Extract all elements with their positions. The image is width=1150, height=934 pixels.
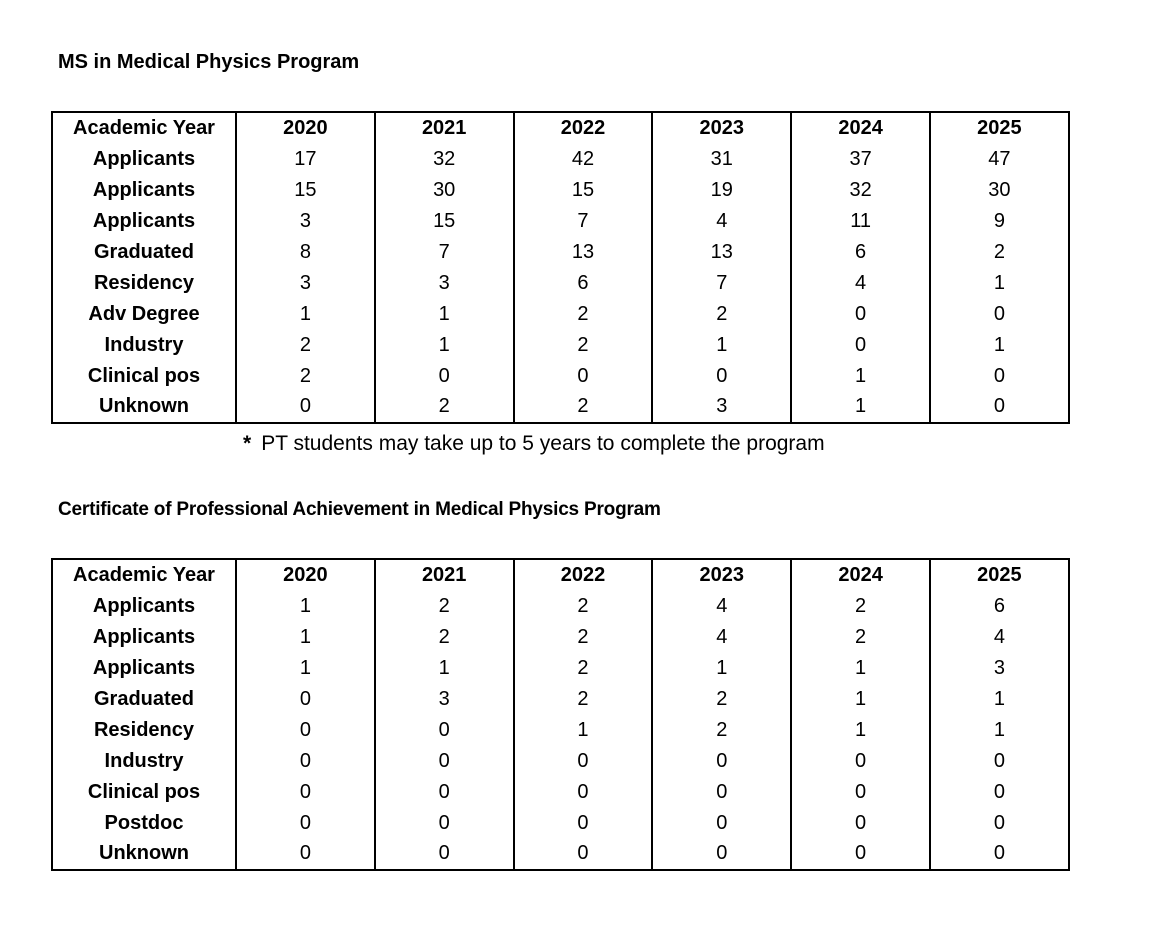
column-header-year: 2024	[791, 112, 930, 144]
table-cell: 1	[791, 653, 930, 684]
table-cell: 0	[791, 776, 930, 807]
table-cell: 6	[930, 591, 1069, 622]
table-row	[52, 267, 1069, 298]
table-cell: 2	[791, 622, 930, 653]
table-cell: 2	[514, 622, 653, 653]
table-row	[52, 206, 1069, 237]
table-cell: 4	[930, 622, 1069, 653]
table-cell: 1	[236, 591, 375, 622]
table-cell: 0	[236, 807, 375, 838]
row-label: Applicants	[52, 591, 236, 622]
table-cell: 0	[930, 298, 1069, 329]
table-cell: 0	[236, 684, 375, 715]
table-cell: 15	[375, 206, 514, 237]
table-cell: 0	[236, 391, 375, 423]
table-cell: 1	[930, 267, 1069, 298]
table-cell: 1	[791, 391, 930, 423]
table-row	[52, 807, 1069, 838]
table-cell: 31	[652, 144, 791, 175]
table-row	[52, 144, 1069, 175]
ms-program-footnote	[243, 432, 825, 456]
table-cell: 0	[791, 838, 930, 870]
table-cell: 6	[791, 237, 930, 268]
column-header-year: 2023	[652, 559, 791, 591]
row-label: Residency	[52, 267, 236, 298]
column-header-year: 2022	[514, 559, 653, 591]
table-cell: 0	[791, 807, 930, 838]
table-cell: 0	[375, 745, 514, 776]
table-cell: 2	[930, 237, 1069, 268]
table-cell: 1	[791, 360, 930, 391]
table-cell: 2	[236, 329, 375, 360]
table-cell: 1	[375, 329, 514, 360]
table-cell: 4	[791, 267, 930, 298]
table-cell: 3	[930, 653, 1069, 684]
column-header-academic-year: Academic Year	[52, 112, 236, 144]
table-cell: 3	[236, 206, 375, 237]
table-cell: 3	[652, 391, 791, 423]
certificate-program-title: Certificate of Professional Achievement in Medical Physics Program	[58, 499, 661, 520]
table-cell: 2	[514, 591, 653, 622]
row-label: Graduated	[52, 237, 236, 268]
table-cell: 1	[791, 714, 930, 745]
table-row	[52, 360, 1069, 391]
row-label: Applicants	[52, 622, 236, 653]
table-cell: 0	[652, 360, 791, 391]
table-cell: 7	[375, 237, 514, 268]
table-row	[52, 391, 1069, 423]
table-cell: 8	[236, 237, 375, 268]
table-cell: 0	[930, 391, 1069, 423]
table-header-row	[52, 559, 1069, 591]
row-label: Applicants	[52, 144, 236, 175]
table-cell: 3	[236, 267, 375, 298]
row-label: Industry	[52, 745, 236, 776]
table-cell: 9	[930, 206, 1069, 237]
table-cell: 0	[375, 360, 514, 391]
table-cell: 0	[930, 776, 1069, 807]
table-cell: 1	[652, 329, 791, 360]
row-label: Adv Degree	[52, 298, 236, 329]
row-label: Unknown	[52, 838, 236, 870]
table-cell: 0	[375, 838, 514, 870]
footnote-marker: *	[243, 432, 252, 455]
table-cell: 4	[652, 591, 791, 622]
table-cell: 2	[652, 298, 791, 329]
table-row	[52, 684, 1069, 715]
row-label: Unknown	[52, 391, 236, 423]
table-cell: 1	[236, 653, 375, 684]
table-cell: 2	[652, 714, 791, 745]
row-label: Clinical pos	[52, 776, 236, 807]
column-header-year: 2023	[652, 112, 791, 144]
table-cell: 2	[791, 591, 930, 622]
table-cell: 11	[791, 206, 930, 237]
table-cell: 15	[514, 175, 653, 206]
table-row	[52, 714, 1069, 745]
table-row	[52, 622, 1069, 653]
row-label: Graduated	[52, 684, 236, 715]
table-cell: 0	[375, 714, 514, 745]
table-cell: 0	[375, 776, 514, 807]
table-cell: 1	[930, 329, 1069, 360]
table-cell: 47	[930, 144, 1069, 175]
column-header-year: 2025	[930, 559, 1069, 591]
table-cell: 0	[236, 714, 375, 745]
row-label: Applicants	[52, 175, 236, 206]
row-label: Applicants	[52, 653, 236, 684]
table-cell: 1	[791, 684, 930, 715]
table-cell: 13	[652, 237, 791, 268]
table-header-row	[52, 112, 1069, 144]
certificate-program-table	[51, 558, 1070, 871]
table-cell: 2	[236, 360, 375, 391]
table-cell: 0	[652, 745, 791, 776]
column-header-year: 2021	[375, 559, 514, 591]
table-cell: 0	[514, 776, 653, 807]
table-cell: 2	[375, 591, 514, 622]
column-header-year: 2020	[236, 112, 375, 144]
table-cell: 1	[236, 622, 375, 653]
table-cell: 1	[514, 714, 653, 745]
table-cell: 3	[375, 684, 514, 715]
ms-program-table	[51, 111, 1070, 424]
table-cell: 0	[236, 745, 375, 776]
table-row	[52, 237, 1069, 268]
table-cell: 2	[652, 684, 791, 715]
table-cell: 0	[514, 745, 653, 776]
row-label: Applicants	[52, 206, 236, 237]
row-label: Postdoc	[52, 807, 236, 838]
table-cell: 2	[514, 329, 653, 360]
table-cell: 7	[652, 267, 791, 298]
table-row	[52, 175, 1069, 206]
table-cell: 7	[514, 206, 653, 237]
table-row	[52, 745, 1069, 776]
row-label: Clinical pos	[52, 360, 236, 391]
table-cell: 2	[375, 622, 514, 653]
table-cell: 2	[514, 684, 653, 715]
row-label: Residency	[52, 714, 236, 745]
column-header-year: 2020	[236, 559, 375, 591]
table-cell: 0	[791, 329, 930, 360]
table-cell: 15	[236, 175, 375, 206]
table-cell: 42	[514, 144, 653, 175]
table-row	[52, 838, 1069, 870]
column-header-academic-year: Academic Year	[52, 559, 236, 591]
column-header-year: 2024	[791, 559, 930, 591]
table-cell: 0	[930, 838, 1069, 870]
table-cell: 32	[791, 175, 930, 206]
row-label: Industry	[52, 329, 236, 360]
table-cell: 1	[930, 684, 1069, 715]
table-cell: 30	[930, 175, 1069, 206]
table-cell: 0	[236, 838, 375, 870]
table-cell: 3	[375, 267, 514, 298]
table-cell: 0	[930, 807, 1069, 838]
table-row	[52, 329, 1069, 360]
table-cell: 1	[652, 653, 791, 684]
column-header-year: 2021	[375, 112, 514, 144]
table-cell: 0	[652, 807, 791, 838]
table-cell: 2	[514, 653, 653, 684]
table-cell: 0	[791, 745, 930, 776]
table-cell: 0	[514, 838, 653, 870]
table-cell: 0	[652, 776, 791, 807]
table-cell: 0	[652, 838, 791, 870]
table-cell: 0	[791, 298, 930, 329]
table-cell: 4	[652, 206, 791, 237]
footnote-text: PT students may take up to 5 years to complete the program	[261, 432, 825, 455]
table-cell: 6	[514, 267, 653, 298]
table-cell: 2	[375, 391, 514, 423]
table-cell: 32	[375, 144, 514, 175]
table-cell: 1	[375, 653, 514, 684]
table-cell: 1	[930, 714, 1069, 745]
table-cell: 1	[236, 298, 375, 329]
table-cell: 0	[930, 360, 1069, 391]
ms-program-title: MS in Medical Physics Program	[58, 51, 360, 73]
table-cell: 13	[514, 237, 653, 268]
table-cell: 17	[236, 144, 375, 175]
table-row	[52, 298, 1069, 329]
table-cell: 4	[652, 622, 791, 653]
table-cell: 1	[375, 298, 514, 329]
table-cell: 0	[930, 745, 1069, 776]
table-cell: 0	[236, 776, 375, 807]
column-header-year: 2022	[514, 112, 653, 144]
table-cell: 30	[375, 175, 514, 206]
table-cell: 2	[514, 391, 653, 423]
table-cell: 2	[514, 298, 653, 329]
table-cell: 0	[375, 807, 514, 838]
table-row	[52, 653, 1069, 684]
table-cell: 0	[514, 360, 653, 391]
table-row	[52, 591, 1069, 622]
table-cell: 37	[791, 144, 930, 175]
table-cell: 0	[514, 807, 653, 838]
column-header-year: 2025	[930, 112, 1069, 144]
table-row	[52, 776, 1069, 807]
table-cell: 19	[652, 175, 791, 206]
